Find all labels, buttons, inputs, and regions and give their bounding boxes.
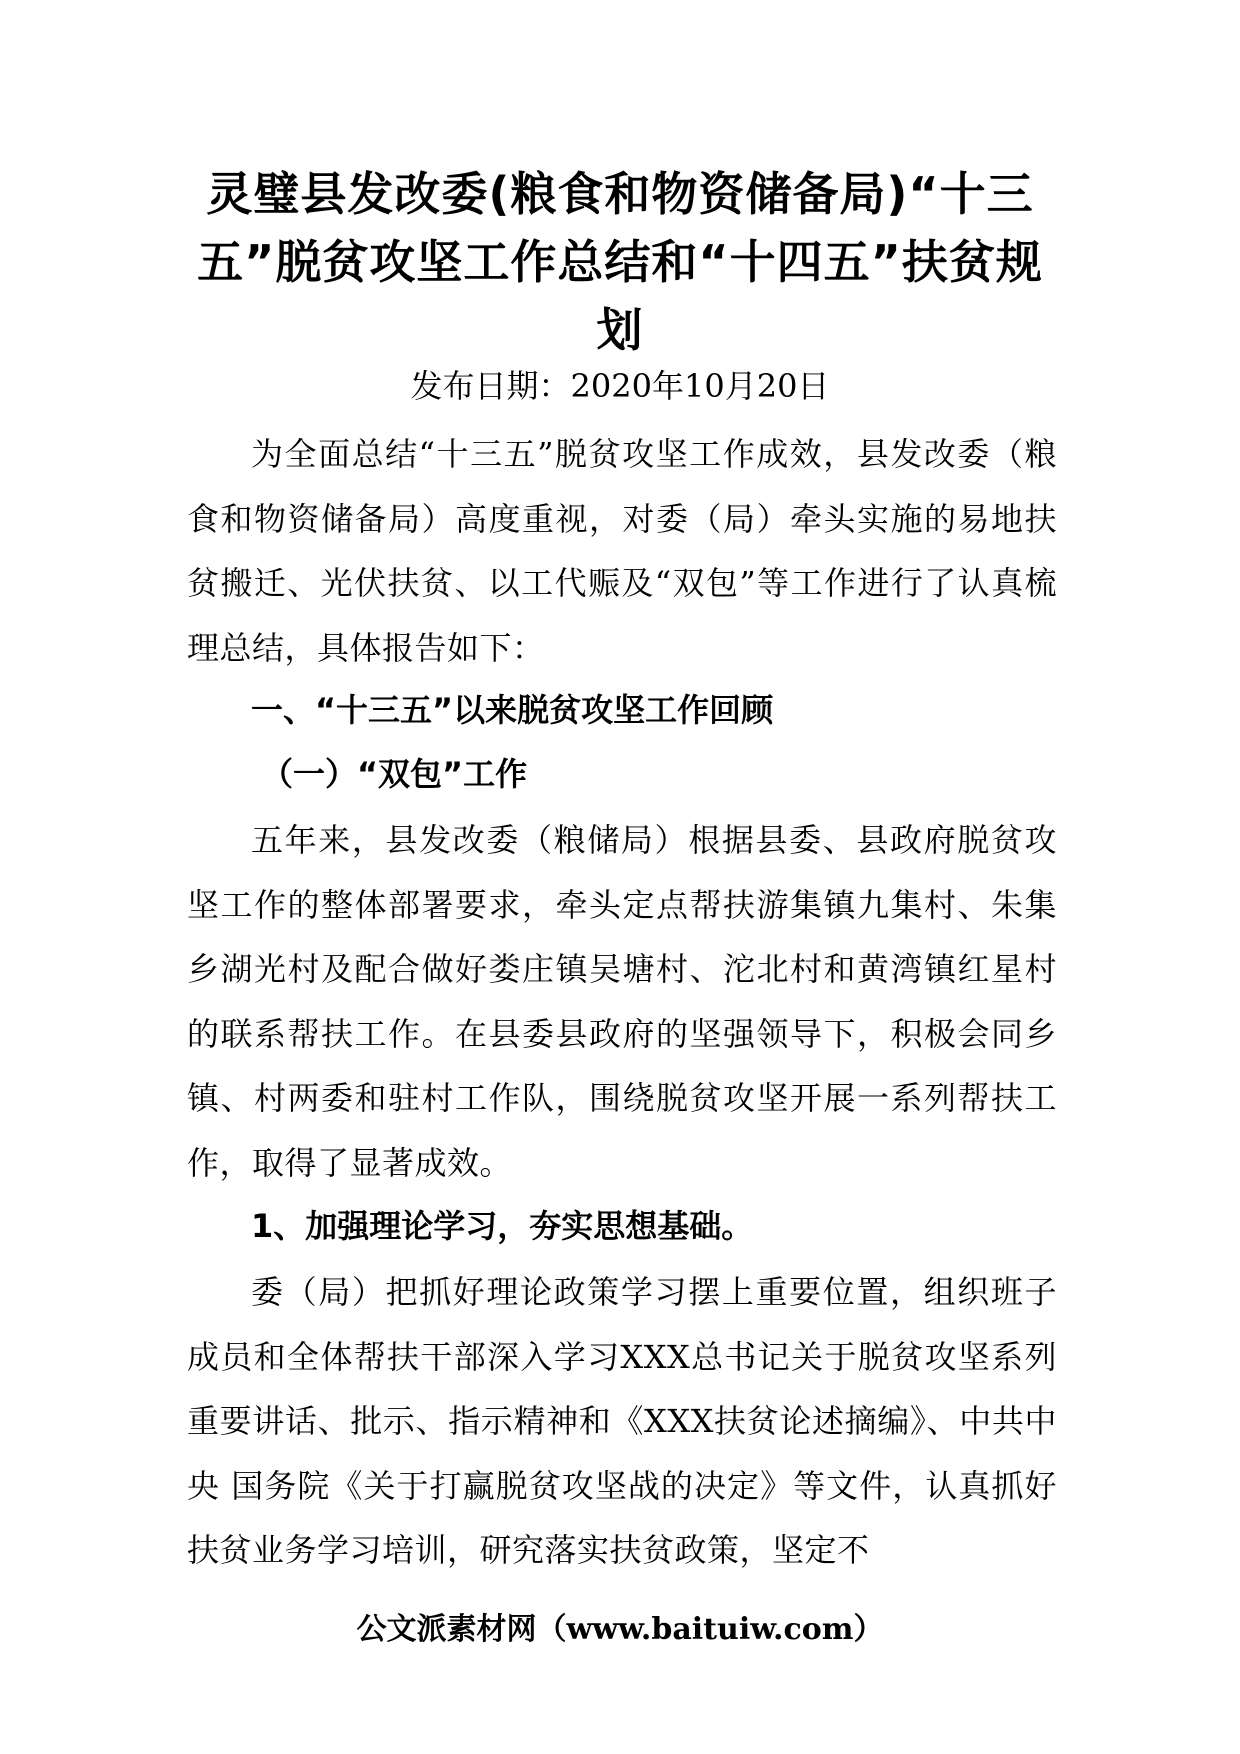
publish-date: 发布日期：2020年10月20日: [410, 367, 830, 405]
shuangbao-paragraph: 五年来，县发改委（粮储局）根据县委、县政府脱贫攻坚工作的整体部署要求，牵头定点帮扶游集镇九集村、朱集乡湖光村及配合做好娄庄镇吴塘村、沱北村和黄湾镇红星村的联系帮扶工作。在县委县政府的坚强领导下，积极会同乡镇、村两委和驻村工作队，围绕脱贫攻坚开展一系列帮扶工作，取得了显著成效。: [187, 821, 1057, 1182]
subsection-heading-shuangbao: （一）“双包”工作: [261, 755, 528, 793]
theory-study-paragraph: 委（局）把抓好理论政策学习摆上重要位置，组织班子成员和全体帮扶干部深入学习XXX总书记关于脱贫攻坚系列重要讲话、批示、指示精神和《XXX扶贫论述摘编》、中共中央 国务院《关于打赢脱贫攻坚战的决定》等文件，认真抓好扶贫业务学习培训，研究落实扶贫政策，坚定不: [187, 1273, 1057, 1569]
footer-watermark-text: 公文派素材网（www.baituiw.com）: [356, 1612, 884, 1647]
intro-paragraph: 为全面总结“十三五”脱贫攻坚工作成效，县发改委（粮食和物资储备局）高度重视，对委（局）牵头实施的易地扶贫搬迁、光伏扶贫、以工代赈及“双包”等工作进行了认真梳理总结，具体报告如下：: [187, 435, 1057, 667]
item-heading-theory-study: 1、加强理论学习，夯实思想基础。: [251, 1207, 754, 1245]
document-title: 灵璧县发改委(粮食和物资储备局)“十三五”脱贫攻坚工作总结和“十四五”扶贫规划: [197, 167, 1043, 357]
section-heading-review: 一、“十三五”以来脱贫攻坚工作回顾: [251, 691, 774, 729]
